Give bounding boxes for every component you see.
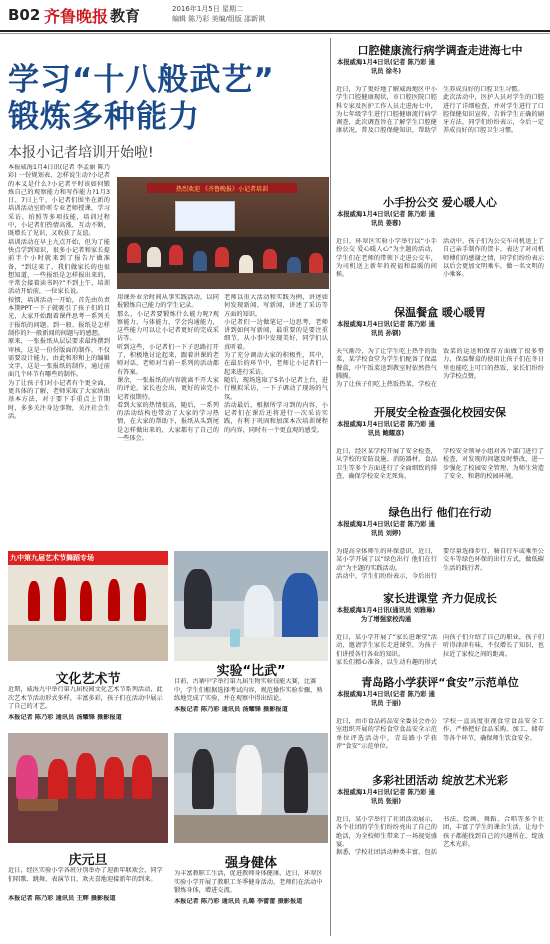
culture-festival-byline: 本报记者 陈乃彩 通讯员 汤耀锋 摄影报道 bbox=[8, 714, 122, 721]
news-article bbox=[336, 590, 544, 670]
experiment-photo bbox=[174, 551, 328, 661]
article-byline: 本报威海1月4日讯(记者 陈乃彩 通讯员 鲍耀彦) bbox=[337, 421, 435, 437]
article-body: 近日，为了更好地了解威海地区中小学生口腔健康现状，市口腔医院口腔科专家及医护工作人员走进海七中，为七年级学生进行口腔健康流行病学调查，此次调查旨在了解学生口腔健康状况，普及口腔保健知识，帮助学生养成良好的口腔卫生习惯。 此次活动中，医护人员对学生的口腔进行了详细检查，并对学生进行了口腔保健知识宣传，告诉学生正确的刷牙方法，同学们纷纷表示，今后一定养成良好的口腔卫生习惯。 bbox=[336, 86, 544, 135]
news-article bbox=[336, 504, 544, 586]
article-byline: 本报威海1月4日讯(通讯员 刘雅琳) 为了增强家校沟通 bbox=[336, 607, 436, 623]
section-name: 教育 bbox=[110, 7, 141, 25]
celebrate-new-year-caption: 近日，经区实验小学各班分别举办了迎新年联欢会，同学们唱歌、跳舞、表演节目，欢天喜地迎接新年的到来。 bbox=[8, 867, 163, 883]
article-byline: 本报威海1月4日讯(记者 陈乃彩 通讯员 张丽) bbox=[337, 789, 435, 805]
feature-body-col2: 用课外业余时间从事实践活动，以同报锻炼自己能力的学生记录。 那么，小记者要锻炼什么能力呢?观察能力，与体能力，学会沟通能力，这些能力可以让小记者更好的完成采访等。 听到这些，小记者们一下子思路打开了，积极地讨论起来，跟着讲课的老师对话，老师对当前一系列的活动都有答案。 课余，一张报纸的内容就离不开大家的评论，家长也会出，更好的读完小记者很期待。 看到大家的热情很高，随后，一系列的活动结构也带动了大家的学习热情，在大家的帮助下，报纸从头到尾是怎样做出来的，大家都有了自己的一些体会。 bbox=[117, 294, 219, 443]
article-title: 小手扮公交 爱心暖人心 bbox=[383, 196, 497, 209]
dance-photo bbox=[8, 551, 168, 661]
article-title: 青岛路小学获评“食安”示范单位 bbox=[361, 676, 519, 689]
feature-body-col1: 本报威海1月4日讯(记者 李孟丽 陈乃彩) 一份规划表、怎样说生动?小记者的本义是什么?小记者平时该如何锻炼自己的观察能力和写作能力?1月3日、7日上午，小记者们围坐在新的培训活动室聆听专业老师授课，学习采访、拍照等多项技能，培训过程中，小记者们热情高涨，互动不断，既增长了见识，又收获了友谊。 培训活动在早上九点开始，但为了能快点学到知识，很多小记者和家长提前半个小时就来到了报告厅做准备，“到这来了，我们做家长的也很想知道，一些报纸是怎样报出来的，平常会接着读书吗?”不到上午，培训活动开始前，一位家长说。 按惯，培训活动一开始，首先由负责本期PPT一下子就吸引了孩子们的目光，大家开始跟着课件思考一系列关于报纸的问题。到一般、报纸是怎样制作的?一般新闻的间题与的感想。 原来，一张报纸从层层要求最终撰到审核，这是一份份版面的制作，不仅需要设计能力，由此和形和上的编辑文字，这是一张报纸的制作，通过前面几个环节有哪些的制作。 为了让孩子们对小记者有个更全面，更具体的了解，老师采取了大家纳出基本方法，对于要下手重点上节期时，多多关注身边事物，关注社会生活。 bbox=[8, 164, 110, 420]
article-body: 天气渐冷，为了让学生吃上热乎的饭菜，某学校食堂为学生们配备了保温餐盒，中午饭菜送到教室时依然热气腾腾。 为了让孩子们吃上热饭热菜，学校在饭菜的运送和保存方面做了很多努力，保温餐盒的使用让孩子们在冬日里也能吃上可口的热饭，家长们纷纷为学校点赞。 bbox=[336, 348, 544, 389]
celebrate-new-year-heading: 庆元旦 bbox=[68, 853, 108, 868]
zither bbox=[18, 799, 58, 811]
page-number: B02 bbox=[8, 6, 41, 24]
feature-subtitle: 本报小记者培训开始啦! bbox=[8, 145, 154, 161]
fitness-photo bbox=[174, 733, 328, 843]
article-byline: 本报威海1月4日讯(记者 陈乃彩 通讯员 于丽) bbox=[337, 691, 435, 707]
feature-title-line1: 学习“十八般武艺” bbox=[8, 62, 275, 98]
header-rule bbox=[0, 30, 550, 32]
news-article bbox=[336, 772, 544, 932]
article-byline: 本报威海1月4日讯(记者 陈乃彩 通讯员 姜蓉) bbox=[337, 211, 435, 227]
article-body: 近日，由市食品药品安全委员会办公室组织开展的学校食堂食品安全示范单位评选活动中，青岛路小学获评“食安”示范单位。 学校一直高度重视食堂食品安全工作，严格把好食品采购、加工、储存等各个环节，确保师生饮食安全。 bbox=[336, 718, 544, 750]
article-body: 近日，经区某学校开展了安全检查，从学校的安防设施、消防器材、食品卫生等多个方面进行了全面细致的排查，确保学校安全无死角。 学校安全领导小组对各个部门进行了检查，对发现的问题及时整改，进一步强化了校园安全管理，为师生营造了安全、和谐的校园环境。 bbox=[336, 448, 544, 480]
fitness-caption: 为丰富教职工生活，促进教师身体健康，近日，环翠区实验小学开展了教职工冬季健身活动，老师们在活动中锻炼身体，增进交流。 bbox=[174, 870, 323, 894]
article-body: 近日，某小学举行了社团活动展示，各个社团的学生们纷纷亮出了自己的绝活，为全校师生带来了一场视觉盛宴。 据悉，学校社团活动种类丰富，包括书法、绘画、舞蹈、合唱等多个社团，丰富了学生的课余生活，让每个孩子都能找到自己的兴趣所在，绽放艺术光彩。 bbox=[336, 816, 544, 857]
brief-news-column bbox=[336, 42, 544, 936]
fitness-byline: 本报记者 陈乃彩 通讯员 孔璐 李蕾蕾 摄影报道 bbox=[174, 898, 303, 905]
experiment-byline: 本报记者 陈乃彩 通讯员 汤耀锋 摄影报道 bbox=[174, 706, 288, 713]
page-header bbox=[0, 0, 550, 40]
experiment-heading: 实验“比武” bbox=[216, 664, 286, 679]
article-byline: 本报威海1月4日讯(记者 陈乃彩 通讯员 孙钢) bbox=[337, 321, 435, 337]
culture-festival-caption: 近期，威海九中举行第九届校园文化艺术节系列活动，此次艺术节活动形式多样，丰富多彩，孩子们在活动中展示了自己的才艺。 bbox=[8, 686, 163, 710]
culture-festival-heading: 文化艺术节 bbox=[55, 672, 121, 687]
dance-banner-text: 九中第九届艺术节舞蹈专场 bbox=[10, 554, 94, 562]
newspaper-name: 齐鲁晚报 bbox=[44, 7, 109, 26]
article-byline: 本报威海1月4日讯(记者 陈乃彩 通讯员 刘婷) bbox=[337, 521, 435, 537]
article-title: 绿色出行 他们在行动 bbox=[388, 506, 492, 519]
article-title: 开展安全检查强化校园安保 bbox=[374, 406, 506, 419]
column-divider bbox=[330, 38, 331, 936]
news-article bbox=[336, 674, 544, 768]
article-title: 保温餐盒 暖心暖胃 bbox=[394, 306, 486, 319]
new-year-photo bbox=[8, 733, 168, 843]
projector-screen bbox=[175, 201, 235, 231]
feature-body-col3: 老师以重大活动和实践为例，讲述如何发现新闻、写新闻，讲述了采访等方面的知识。 小记者们一边做笔记一边思考，老师讲到如何写新闻，最重要的是要注重细节，从小事中发现美好，同学们认真听着。 为了充分调动大家的积极性，其中，在最后的环节中，老师让小记者们一起来进行采访。 随后，现场选取了5名小记者上台，进行模拟采访，一下子调动了现场的气氛。 活动最后，根据所学习到的内容，小记者们在课后还将进行一次采访实践，有利于巩固和加深本次培训课程的内容，同时有一个更直观的感受。 bbox=[224, 294, 328, 434]
feature-title-line2: 锻炼多种能力 bbox=[8, 99, 200, 135]
training-photo bbox=[117, 177, 329, 289]
news-article bbox=[336, 42, 544, 190]
photo-banner-text: 热烈欢迎 《齐鲁晚报》小记者培训 bbox=[176, 186, 268, 193]
celebrate-new-year-byline: 本报记者 陈乃彩 通讯员 王辉 摄影报道 bbox=[8, 895, 116, 902]
test-tube bbox=[230, 629, 240, 647]
news-article bbox=[336, 304, 544, 400]
article-byline: 本报威海1月4日讯(记者 陈乃彩 通讯员 徐冬) bbox=[337, 59, 435, 75]
article-body: 近日，环翠区实验小学举行以“小手扮公交 爱心暖人心”为主题的活动，学生们在老师的带领下走进公交车，为司机送上新年的祝福和温暖的问候。 活动中，孩子们为公交车司机送上了自己亲手制作的贺卡，表达了对司机师傅们的感谢之情，同学们纷纷表示以后会更加文明乘车，做一名文明的小乘客。 bbox=[336, 238, 544, 279]
article-title: 多彩社团活动 绽放艺术光彩 bbox=[372, 774, 508, 787]
header-rule-thin bbox=[0, 33, 550, 34]
experiment-caption: 目前，古寨中学举行第九届生物实验技能大赛，比赛中，学生们根据选择考试内容，规范操作实验步骤，熟练地完成了实验，并在观察中得出结论。 bbox=[174, 678, 323, 702]
article-body: 近日，某小学开展了“家长进课堂”活动，邀请学生家长走进课堂，为孩子们讲授各行各业的知识。 家长们精心准备，以生动有趣的形式向孩子们介绍了自己的职业，孩子们听得津津有味，不仅增长了知识，也拉近了家校之间的距离。 bbox=[336, 634, 544, 666]
article-title: 家长进课堂 齐力促成长 bbox=[383, 592, 497, 605]
editor-credit: 编辑 陈乃彩 美编/组版 邵新祺 bbox=[172, 15, 266, 23]
article-title: 口腔健康流行病学调查走进海七中 bbox=[357, 44, 523, 57]
issue-date: 2016年1月5日 星期二 bbox=[172, 5, 243, 13]
fitness-heading: 强身健体 bbox=[224, 856, 277, 871]
news-article bbox=[336, 194, 544, 300]
news-article bbox=[336, 404, 544, 500]
article-body: 为提高全体师生的环保意识，近日，某小学开展了以“绿色出行 他们在行动”为主题的实践活动。 活动中，学生们纷纷表示，今后出行要尽量选择步行、骑自行车或乘坐公交车等绿色环保的出行方式，做低碳生活的践行者。 bbox=[336, 548, 544, 580]
